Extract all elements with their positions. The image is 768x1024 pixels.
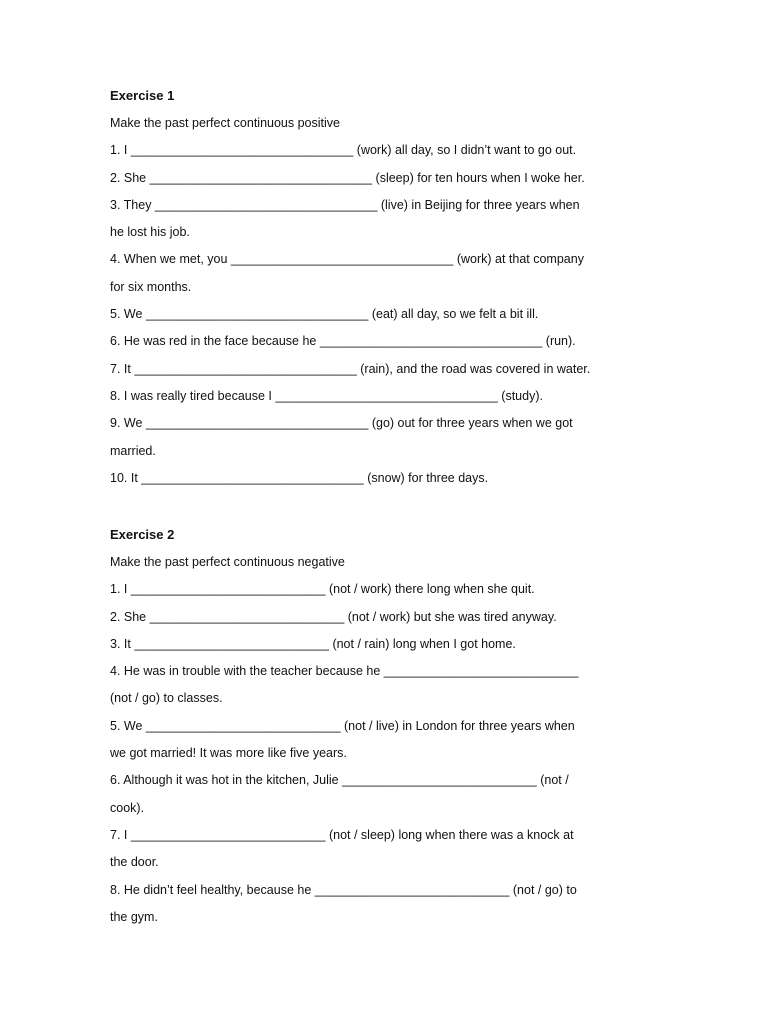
exercise-2-line: we got married! It was more like five years. [110,746,347,761]
exercise-2-line: the door. [110,855,159,870]
exercise-1-line: 8. I was really tired because I ________________________________ (study). [110,388,543,403]
exercise-2-line: 2. She ____________________________ (not / work) but she was tired anyway. [110,609,557,624]
exercise-1-line: 5. We ________________________________ (eat) all day, so we felt a bit ill. [110,307,539,322]
exercise-2-line: (not / go) to classes. [110,691,223,706]
exercise-1-instruction: Make the past perfect continuous positive [110,116,340,130]
exercise-2-line: 8. He didn’t feel healthy, because he ____________________________ (not / go) to [110,882,577,897]
exercise-2-line: 5. We ____________________________ (not / live) in London for three years when [110,718,575,733]
exercise-1-line: married. [110,443,156,458]
exercise-2-line: 6. Although it was hot in the kitchen, Julie ____________________________ (not / [110,773,569,788]
exercise-1-line: 4. When we met, you ________________________________ (work) at that company [110,252,584,267]
exercise-2-line: 7. I ____________________________ (not / sleep) long when there was a knock at [110,827,574,842]
exercise-1-section [110,86,670,488]
exercise-2-line: 1. I ____________________________ (not / work) there long when she quit. [110,582,535,597]
exercise-2-line: 4. He was in trouble with the teacher because he ____________________________ [110,664,579,679]
exercise-1-line: 2. She ________________________________ (sleep) for ten hours when I woke her. [110,170,585,185]
exercise-1-line: 3. They ________________________________ (live) in Beijing for three years when [110,197,580,212]
exercise-2-line: cook). [110,800,145,815]
exercise-1-line: 9. We ________________________________ (go) out for three years when we got [110,416,573,431]
exercise-2-section [110,525,670,927]
exercise-1-line: 7. It ________________________________ (rain), and the road was covered in water. [110,361,591,376]
exercise-1-line: 6. He was red in the face because he ________________________________ (run). [110,334,576,349]
exercise-1-heading: Exercise 1 [110,88,175,103]
exercise-1-line: 1. I ________________________________ (work) all day, so I didn’t want to go out. [110,143,577,158]
exercise-1-line: for six months. [110,279,192,294]
exercise-2-instruction: Make the past perfect continuous negative [110,555,345,569]
exercise-2-heading: Exercise 2 [110,527,175,542]
exercise-2-line: 3. It ____________________________ (not / rain) long when I got home. [110,636,516,651]
exercise-1-line: 10. It ________________________________ (snow) for three days. [110,470,489,485]
exercise-2-line: the gym. [110,909,158,924]
exercise-1-line: he lost his job. [110,225,190,240]
